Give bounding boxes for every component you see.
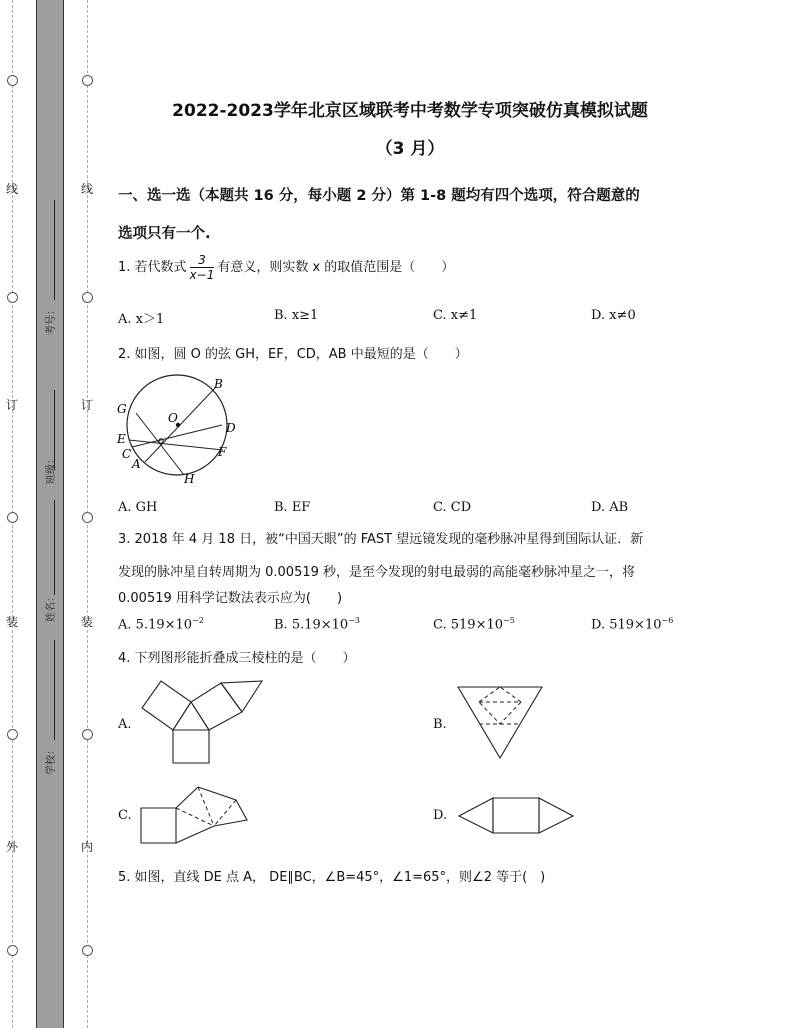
net-figure-c (138, 783, 250, 847)
label-d: D (226, 421, 236, 435)
binding-hole (82, 292, 93, 303)
class-label: 班级： (46, 454, 57, 484)
question-1 (118, 253, 454, 282)
binding-strip (36, 0, 64, 1028)
binding-hole (7, 292, 18, 303)
question-2: 2. 如图，圆 O 的弦 GH，EF，CD，AB 中最短的是（ ） (118, 347, 468, 362)
section-heading-line2: 选项只有一个. (118, 226, 211, 242)
exam-number-line[interactable] (54, 200, 55, 300)
binding-hole (82, 75, 93, 86)
label-e: E (117, 432, 126, 446)
label-f: F (218, 445, 227, 459)
name-label: 姓名： (46, 592, 57, 622)
net-figure-a (138, 675, 264, 767)
q1-option-a[interactable]: A. x＞1 (118, 312, 165, 327)
binding-hole (82, 729, 93, 740)
label-c: C (122, 447, 132, 461)
school-line[interactable] (54, 640, 55, 740)
outer-mark-zhuang: 装 (5, 615, 18, 629)
q4-option-c[interactable]: C. (118, 808, 132, 823)
binding-hole (7, 512, 18, 523)
net-figure-b (455, 682, 545, 760)
binding-hole (7, 75, 18, 86)
exam-number-label: 考号： (46, 305, 57, 335)
binding-hole (7, 945, 18, 956)
label-h: H (184, 472, 195, 486)
q2-option-b[interactable]: B. EF (274, 500, 311, 515)
binding-hole (82, 512, 93, 523)
question-3-line3: 0.00519 用科学记数法表示应为( ) (118, 591, 343, 606)
q2-option-d[interactable]: D. AB (591, 500, 629, 515)
inner-mark-ding: 订 (80, 398, 93, 412)
binding-hole (7, 729, 18, 740)
question-4: 4. 下列图形能折叠成三棱柱的是（ ） (118, 651, 356, 666)
q1-fraction: $\frac{3}{x-1}$ (189, 253, 215, 282)
q1-option-b[interactable]: B. x≥1 (274, 308, 319, 323)
circle-chord-figure (112, 370, 244, 488)
net-figure-d (455, 795, 577, 837)
section-heading-line1: 一、选一选（本题共 16 分，每小题 2 分）第 1-8 题均有四个选项，符合题意的 (118, 188, 640, 204)
question-3-line1: 3. 2018 年 4 月 18 日，被“中国天眼”的 FAST 望远镜发现的毫秒脉冲星得到国际认证．新 (118, 532, 644, 547)
q2-option-a[interactable]: A. GH (118, 500, 158, 515)
inner-mark-xian: 线 (80, 182, 93, 196)
q4-option-d[interactable]: D. (433, 808, 448, 823)
outer-mark-ding: 订 (5, 398, 18, 412)
exam-subtitle: （3 月） (375, 139, 445, 159)
q2-option-c[interactable]: C. CD (433, 500, 472, 515)
question-3-line2: 发现的脉冲星自转周期为 0.00519 秒，是至今发现的射电最弱的高能毫秒脉冲星之一，将 (118, 565, 636, 580)
binding-hole (82, 945, 93, 956)
q1-suffix: 有意义，则实数 x 的取值范围是（ ） (217, 260, 455, 275)
q1-option-c[interactable]: C. x≠1 (433, 308, 478, 323)
q3-option-b[interactable]: B. $5.19\times 10^{-3}$ (274, 616, 361, 633)
outer-mark-wai: 外 (5, 840, 18, 854)
q4-option-b[interactable]: B. (433, 717, 447, 732)
name-line[interactable] (54, 500, 55, 595)
exam-title: 2022-2023学年北京区域联考中考数学专项突破仿真模拟试题 (172, 101, 648, 121)
label-g: G (117, 402, 127, 416)
inner-mark-nei: 内 (80, 840, 93, 854)
q4-option-a[interactable]: A. (118, 717, 132, 732)
q3-option-d[interactable]: D. $519\times 10^{-6}$ (591, 616, 674, 633)
q1-prefix: 1. 若代数式 (118, 260, 187, 275)
outer-mark-xian: 线 (5, 182, 18, 196)
q3-option-a[interactable]: A. $5.19\times 10^{-2}$ (118, 616, 204, 633)
label-b: B (214, 377, 223, 391)
label-o: O (168, 411, 178, 425)
inner-mark-zhuang: 装 (80, 615, 93, 629)
label-a: A (132, 457, 141, 471)
school-label: 学校： (46, 745, 57, 775)
question-5: 5. 如图，直线 DE 点 A， DE∥BC，∠B=45°，∠1=65°，则∠2 等于( ) (118, 870, 546, 885)
q1-option-d[interactable]: D. x≠0 (591, 308, 636, 323)
q3-option-c[interactable]: C. $519\times 10^{-5}$ (433, 616, 515, 633)
